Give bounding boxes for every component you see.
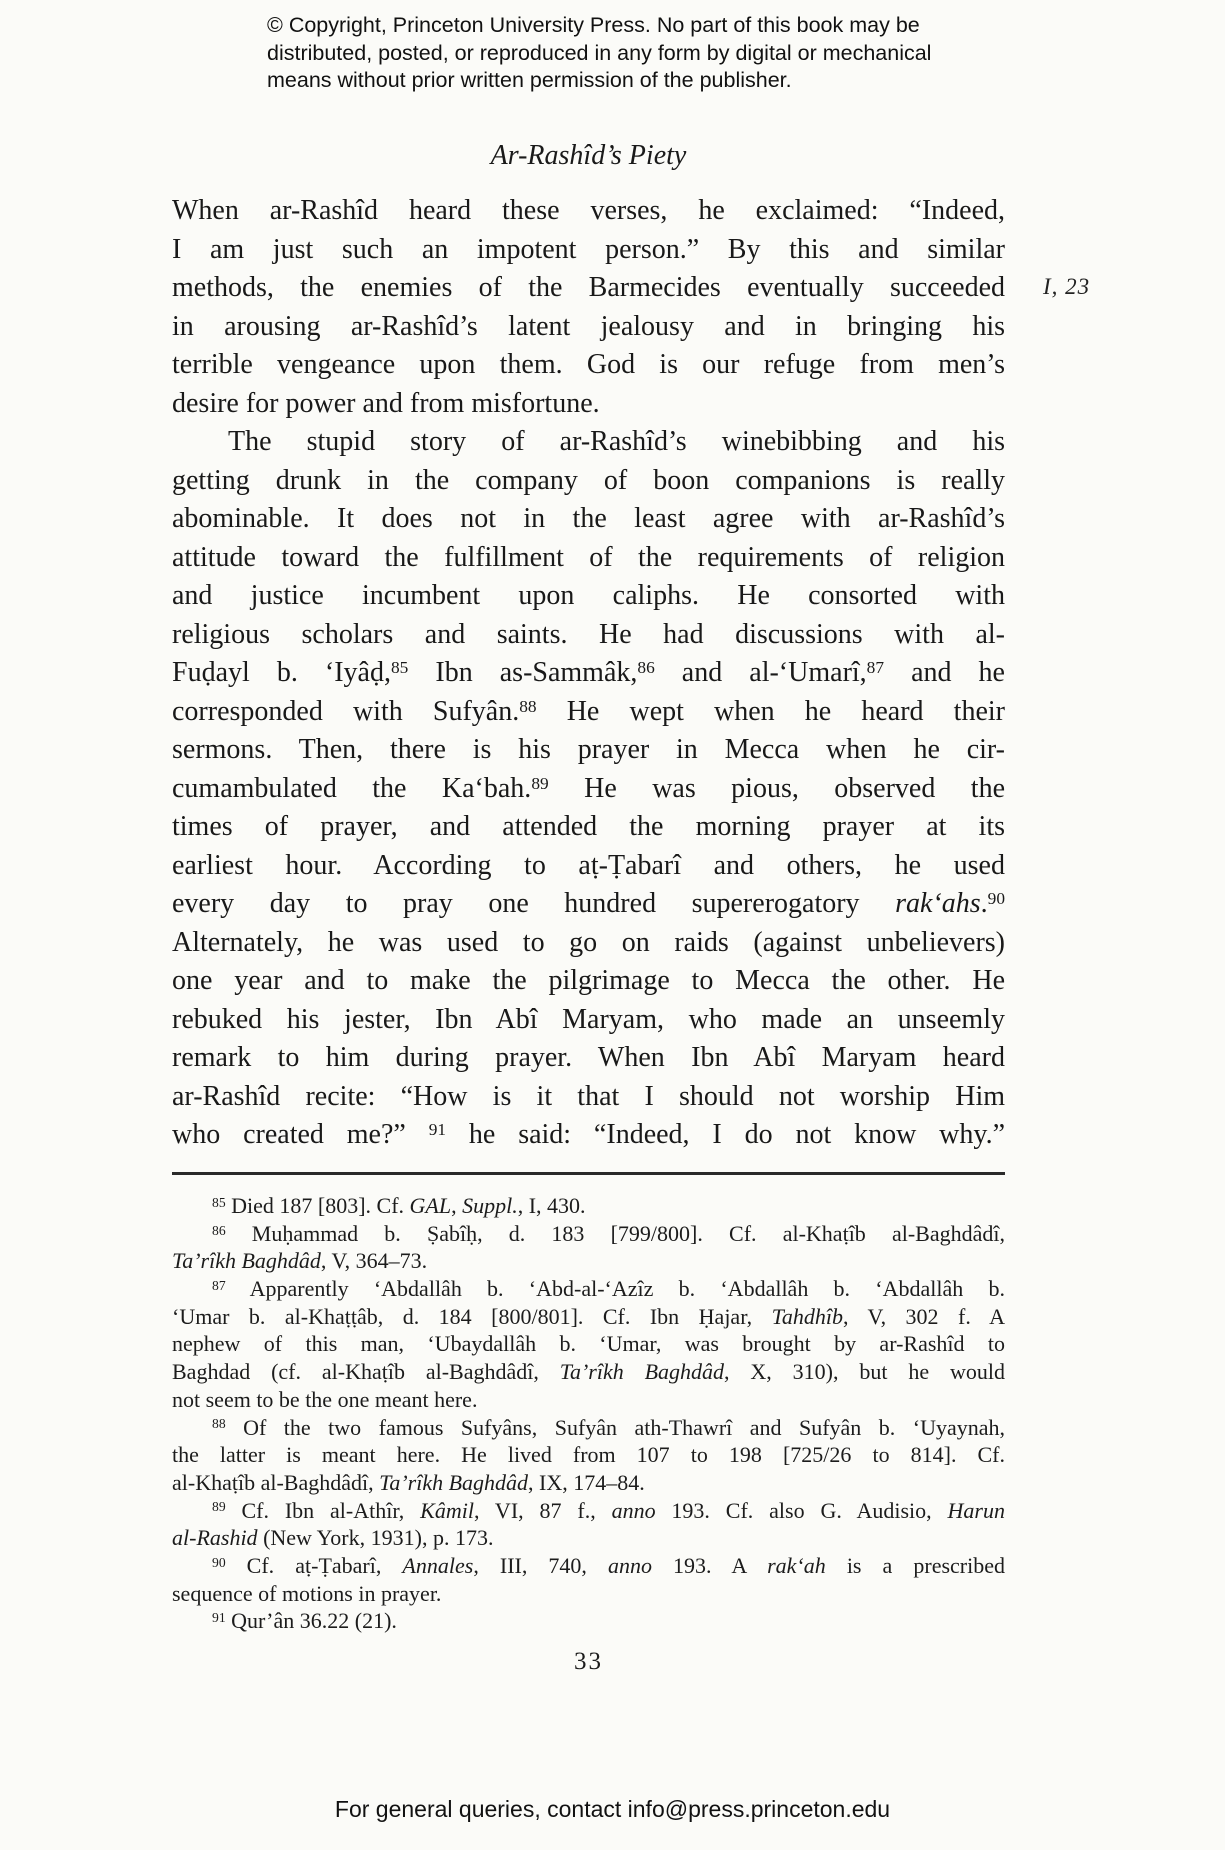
text-run: anno: [611, 1497, 656, 1523]
text-run: 193. Cf. also G. Audisio,: [655, 1497, 948, 1523]
text-run: times of prayer, and attended the morning prayer at its: [172, 811, 1005, 842]
body-line: [172, 577, 1005, 616]
text-run: corresponded with Sufyân.: [172, 695, 520, 727]
text-run: is a prescribed: [825, 1552, 1005, 1578]
text-run: anno: [607, 1552, 652, 1578]
body-line: [172, 308, 1005, 347]
text-run: rak‘ah: [767, 1552, 826, 1578]
body-line: [172, 346, 1005, 385]
text-run: Baghdad (cf. al-Khaṭîb al-Baghdâdî,: [172, 1359, 560, 1385]
text-run: sequence of motions in prayer.: [172, 1580, 442, 1606]
body-paragraph: [172, 192, 1005, 423]
footnote-line: [172, 1497, 1005, 1525]
footnote-ref: 90: [987, 889, 1005, 909]
text-run: every day to pray one hundred supererogatory: [172, 888, 896, 919]
footnote-line: [172, 1414, 1005, 1442]
body-line: [172, 1001, 1005, 1040]
text-run: , VI, 87 f.,: [473, 1497, 612, 1523]
text-run: and justice incumbent upon caliphs. He consorted with: [172, 580, 1005, 611]
footnote-line: [172, 1220, 1005, 1248]
body-line: [172, 231, 1005, 270]
text-run: Alternately, he was used to go on raids (against unbelievers): [172, 926, 1005, 958]
body-line: [172, 1039, 1005, 1078]
text-run: (New York, 1931), p. 173.: [257, 1525, 494, 1551]
text-run: Of the two famous Sufyâns, Sufyân ath-Thawrî and Sufyân b. ‘Uyaynah,: [225, 1414, 1005, 1440]
text-run: al-Rashid: [172, 1525, 258, 1551]
margin-note: I, 23: [1043, 274, 1091, 299]
body-line: [172, 731, 1005, 770]
text-run: in arousing ar-Rashîd’s latent jealousy and in bringing his: [172, 310, 1005, 342]
footnote-ref: 86: [212, 1222, 226, 1238]
footnotes: [172, 1192, 1005, 1635]
body-line: [172, 924, 1005, 963]
text-run: cumambulated the Ka‘bah.: [172, 772, 532, 804]
text-run: who created me?”: [172, 1119, 429, 1150]
body-line: [172, 770, 1005, 809]
text-run: the latter is meant here. He lived from 107 to 198 [725/26 to 814]. Cf.: [172, 1442, 1005, 1468]
text-run: GAL: [409, 1193, 452, 1218]
text-run: methods, the enemies of the Barmecides eventually succeeded: [172, 272, 1005, 303]
copyright-line: © Copyright, Princeton University Press. No part of this book may be: [267, 13, 920, 37]
footnote-90: [172, 1552, 1005, 1607]
footnote-line: [172, 1330, 1005, 1358]
text-run: earliest hour. According to aṭ-Ṭabarî and others, he used: [172, 849, 1005, 881]
text-run: , X, 310), but he would: [724, 1359, 1006, 1385]
footnote-ref: 86: [637, 658, 655, 678]
body-line: [172, 423, 1005, 462]
text-run: abominable. It does not in the least agree with ar-Rashîd’s: [172, 503, 1005, 534]
body-line: [172, 500, 1005, 539]
text-run: rak‘ahs: [895, 888, 981, 919]
text-run: , V, 302 f. A: [842, 1303, 1006, 1329]
copyright-line: distributed, posted, or reproduced in any form by digital or mechanical: [267, 40, 932, 65]
text-run: remark to him during prayer. When Ibn Abî Maryam heard: [172, 1042, 1005, 1073]
text-run: He was pious, observed the: [548, 772, 1006, 804]
footnote-line: [172, 1552, 1005, 1580]
copyright-line: means without prior written permission of the publisher.: [267, 68, 792, 92]
footnote-ref: 91: [428, 1120, 447, 1140]
footnote-separator-rule: [172, 1172, 1005, 1175]
text-run: desire for power and from misfortune.: [172, 387, 600, 419]
text-run: getting drunk in the company of boon companions is really: [172, 464, 1005, 496]
body-line: [172, 693, 1005, 732]
page-number: 33: [574, 1648, 603, 1675]
text-run: , IX, 174–84.: [528, 1469, 645, 1495]
text-run: Qur’ân 36.22 (21).: [225, 1608, 397, 1634]
text-run: 193. A: [651, 1552, 768, 1578]
footnote-line: [172, 1580, 1005, 1608]
text-run: terrible vengeance upon them. God is our refuge from men’s: [172, 349, 1005, 380]
body-line: [172, 847, 1005, 886]
text-run: ar-Rashîd recite: “How is it that I should not worship Him: [172, 1080, 1005, 1112]
footnote-ref: 87: [866, 658, 885, 678]
footnote-ref: 89: [212, 1499, 226, 1515]
footnote-ref: 88: [212, 1416, 226, 1432]
footnote-ref: 91: [212, 1610, 226, 1626]
footnote-line: [172, 1247, 1005, 1275]
body-line: [172, 654, 1005, 693]
footnote-87: [172, 1275, 1005, 1413]
text-run: .: [980, 888, 988, 919]
footnote-ref: 90: [212, 1554, 226, 1570]
footnote-85: [172, 1192, 1005, 1220]
footnote-86: [172, 1220, 1005, 1275]
footnote-89: [172, 1497, 1005, 1552]
text-run: sermons. Then, there is his prayer in Mecca when he cir-: [172, 734, 1005, 765]
footnote-line: [172, 1607, 1005, 1635]
body-line: [172, 269, 1005, 308]
body-line: [172, 1078, 1005, 1117]
text-run: Fuḍayl b. ‘Iyâḍ,: [172, 657, 391, 688]
text-run: When ar-Rashîd heard these verses, he exclaimed: “Indeed,: [172, 195, 1005, 226]
footnote-ref: 87: [212, 1277, 226, 1293]
copyright-notice: [267, 12, 931, 95]
text-run: rebuked his jester, Ibn Abî Maryam, who made an unseemly: [172, 1003, 1005, 1035]
text-run: The stupid story of ar-Rashîd’s winebibbing and his: [228, 426, 1005, 457]
footnote-line: [172, 1275, 1005, 1303]
footnote-line: [172, 1303, 1005, 1331]
text-run: Ta’rîkh Baghdâd: [379, 1469, 529, 1495]
footnote-line: [172, 1524, 1005, 1552]
body-line: [172, 885, 1005, 924]
running-head: Ar-Rashîd’s Piety: [490, 140, 687, 171]
text-run: ,: [451, 1193, 463, 1218]
text-run: He wept when he heard their: [536, 695, 1005, 727]
text-run: Cf. aṭ-Ṭabarî,: [225, 1552, 403, 1578]
text-run: Ta’rîkh Baghdâd: [559, 1359, 725, 1385]
body-line: [172, 808, 1005, 847]
footnote-line: [172, 1441, 1005, 1469]
text-run: attitude toward the fulfillment of the requirements of religion: [172, 541, 1005, 573]
body-line: [172, 539, 1005, 578]
footnote-ref: 88: [519, 696, 537, 716]
text-run: Cf. Ibn al-Athîr,: [225, 1497, 421, 1523]
text-run: Tahdhîb: [771, 1303, 843, 1329]
body-line: [172, 385, 1005, 424]
text-run: not seem to be the one meant here.: [172, 1386, 478, 1412]
text-run: Died 187 [803]. Cf.: [225, 1193, 410, 1218]
body-line: [172, 462, 1005, 501]
text-run: Apparently ‘Abdallâh b. ‘Abd-al-‘Azîz b. ‘Abdallâh b. ‘Abdallâh b.: [225, 1276, 1005, 1302]
text-run: Ta’rîkh Baghdâd: [172, 1248, 321, 1274]
footnote-line: [172, 1192, 1005, 1220]
footnote-88: [172, 1414, 1005, 1497]
text-run: religious scholars and saints. He had discussions with al-: [172, 618, 1005, 650]
footnote-line: [172, 1358, 1005, 1386]
text-run: he said: “Indeed, I do not know why.”: [446, 1119, 1005, 1150]
text-run: Kâmil: [420, 1497, 474, 1523]
footnote-ref: 89: [531, 773, 549, 793]
footer-contact: For general queries, contact info@press.princeton.edu: [334, 1796, 891, 1822]
footnote-ref: 85: [390, 658, 409, 678]
text-run: , V, 364–73.: [320, 1248, 428, 1274]
footnote-line: [172, 1469, 1005, 1497]
text-run: ‘Umar b. al-Khaṭṭâb, d. 184 [800/801]. Cf. Ibn Ḥajar,: [172, 1303, 772, 1329]
text-run: , III, 740,: [473, 1552, 608, 1578]
body-line: [172, 192, 1005, 231]
text-run: , I, 430.: [517, 1193, 586, 1218]
body-paragraph: [172, 423, 1005, 1155]
footnote-line: [172, 1386, 1005, 1414]
footnote-ref: 85: [212, 1194, 226, 1210]
text-run: and al-‘Umarî,: [654, 657, 867, 688]
body-line: [172, 962, 1005, 1001]
footnote-91: [172, 1607, 1005, 1635]
text-run: Ibn as-Sammâk,: [408, 657, 638, 688]
body-line: [172, 1116, 1005, 1155]
text-run: Suppl.: [462, 1193, 518, 1218]
text-run: Annales: [402, 1552, 474, 1578]
text-run: Harun: [947, 1497, 1005, 1523]
text-run: al-Khaṭîb al-Baghdâdî,: [172, 1469, 380, 1495]
text-run: Muḥammad b. Ṣabîḥ, d. 183 [799/800]. Cf. al-Khaṭîb al-Baghdâdî,: [225, 1220, 1005, 1246]
text-run: one year and to make the pilgrimage to Mecca the other. He: [172, 965, 1005, 996]
text-run: I am just such an impotent person.” By this and similar: [172, 233, 1005, 265]
text-run: and he: [884, 657, 1005, 688]
text-run: nephew of this man, ‘Ubaydallâh b. ‘Umar, was brought by ar-Rashîd to: [172, 1331, 1005, 1357]
body-text: [172, 192, 1005, 1155]
body-line: [172, 616, 1005, 655]
